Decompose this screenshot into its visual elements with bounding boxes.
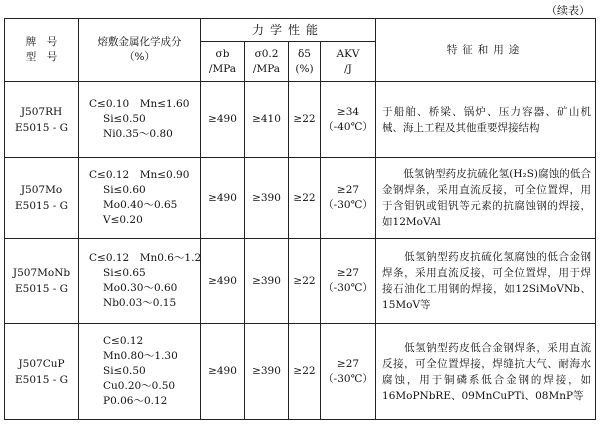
table-row [5, 324, 596, 420]
akv-cell: ≥27 （-30℃） [321, 239, 376, 324]
composition-cell: C≤0.12 Mn0.80～1.30 Si≤0.50 Cu0.20～0.50 P0.06～0.12 [79, 324, 201, 420]
header-delta5: δ5 (%) [289, 42, 321, 82]
welding-rod-table [4, 18, 596, 420]
grade-cell: J507CuP E5015 - G [5, 324, 79, 420]
continued-label: （续表） [546, 4, 590, 17]
sigma-b-cell: ≥490 [201, 324, 245, 420]
grade-cell: J507MoNb E5015 - G [5, 239, 79, 324]
delta5-cell: ≥22 [289, 158, 321, 239]
composition-cell: C≤0.10 Mn≤1.60 Si≤0.50 Ni0.35～0.80 [79, 82, 201, 158]
header-sigma-b: σb /MPa [201, 42, 245, 82]
delta5-cell: ≥22 [289, 82, 321, 158]
table-row [5, 239, 596, 324]
sigma-02-cell: ≥390 [245, 324, 289, 420]
sigma-02-cell: ≥390 [245, 239, 289, 324]
composition-cell: C≤0.12 Mn0.6～1.2 Si≤0.65 Mo0.30～0.60 Nb0.03～0.15 [79, 239, 201, 324]
header-mechanical: 力学性能 [201, 19, 376, 42]
features-cell: 于船舶、桥梁、锅炉、压力容器、矿山机械、海上工程及其他重要焊接结构 [376, 82, 596, 158]
composition-cell: C≤0.12 Mn≤0.90 Si≤0.60 Mo0.40～0.65 V≤0.20 [79, 158, 201, 239]
delta5-cell: ≥22 [289, 324, 321, 420]
sigma-b-cell: ≥490 [201, 239, 245, 324]
sigma-b-cell: ≥490 [201, 82, 245, 158]
sigma-02-cell: ≥390 [245, 158, 289, 239]
header-grade: 牌 号 型 号 [5, 19, 79, 82]
akv-cell: ≥34 （-40℃） [321, 82, 376, 158]
sigma-b-cell: ≥490 [201, 158, 245, 239]
features-cell: 低氢钠型药皮抗硫化氢(H₂S)腐蚀的低合金钢焊条，采用直流反接，可全位置焊，用于含钼钒或钼钒等元素的抗腐蚀钢的焊接，如12MoVAl [376, 158, 596, 239]
akv-cell: ≥27 （-30℃） [321, 324, 376, 420]
grade-cell: J507Mo E5015 - G [5, 158, 79, 239]
features-cell: 低氢钠型药皮低合金钢焊条，采用直流反接，可全位置焊接，焊缝抗大气、耐海水腐蚀，用于铜磷系低合金钢的焊接，如16MoPNbRE、09MnCuPTi、08MnP等 [376, 324, 596, 420]
header-composition: 熔敷金属化学成分 （%） [79, 19, 201, 82]
header-sigma-02: σ0.2 /MPa [245, 42, 289, 82]
delta5-cell: ≥22 [289, 239, 321, 324]
header-akv: AKV /J [321, 42, 376, 82]
grade-cell: J507RH E5015 - G [5, 82, 79, 158]
akv-cell: ≥27 （-30℃） [321, 158, 376, 239]
table-row [5, 158, 596, 239]
sigma-02-cell: ≥410 [245, 82, 289, 158]
header-features: 特征和用途 [376, 19, 596, 82]
table-row [5, 82, 596, 158]
features-cell: 低氢钠型药皮抗硫化氢腐蚀的低合金钢焊条，采用直流反接，可全位置焊，用于焊接石油化工用钢的焊接，如12SiMoVNb、15MoV等 [376, 239, 596, 324]
